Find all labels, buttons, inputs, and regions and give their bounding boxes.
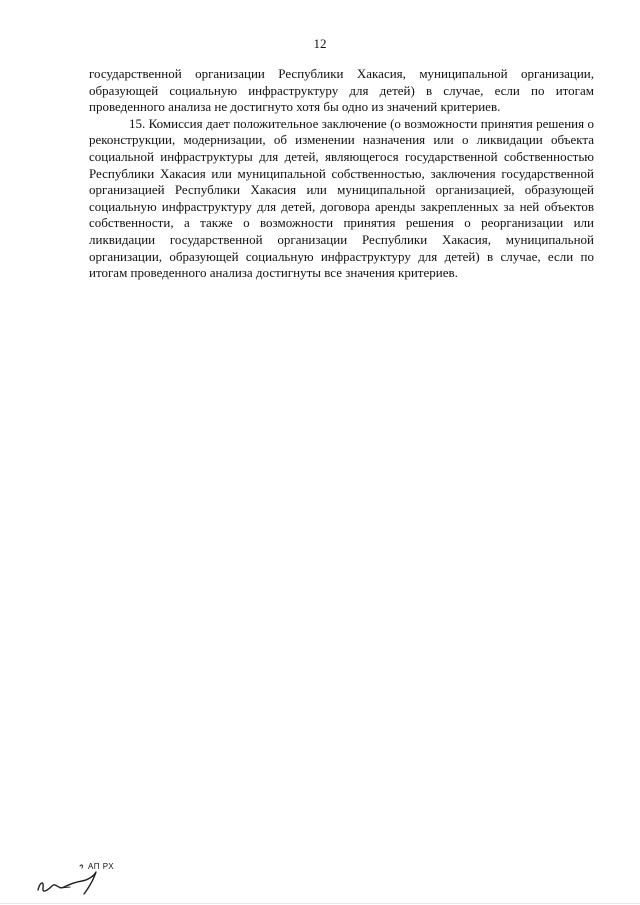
page-bottom-edge bbox=[0, 903, 640, 904]
document-body bbox=[89, 66, 594, 282]
paragraph-continuation: государственной организации Республики Хакасия, муниципальной организации, образующей социальную инфраструктуру для детей) в случае, если по итогам проведенного анализа не достигнуто хотя бы одно из значений критериев. bbox=[89, 66, 594, 115]
page-number: 12 bbox=[313, 36, 327, 51]
paragraph-15: 15. Комиссия дает положительное заключение (о возможности принятия решения о реконструкции, модернизации, об изменении назначения или о ликвидации объекта социальной инфраструктуры для детей, являющегося государственной собственностью Республики Хакасия или муниципальной собственностью, заключения государственной организацией Республики Хакасия или муниципальной организацией, образующей социальную инфраструктуру для детей, договора аренды закрепленных за ней объектов собственности, а также о возможности принятия решения о реорганизации или ликвидации государственной организации Республики Хакасия, муниципальной организации, образующей социальную инфраструктуру для детей) в случае, если по итогам проведенного анализа достигнуты все значения критериев. bbox=[89, 115, 594, 281]
stamp-label: АП РХ bbox=[88, 862, 115, 871]
